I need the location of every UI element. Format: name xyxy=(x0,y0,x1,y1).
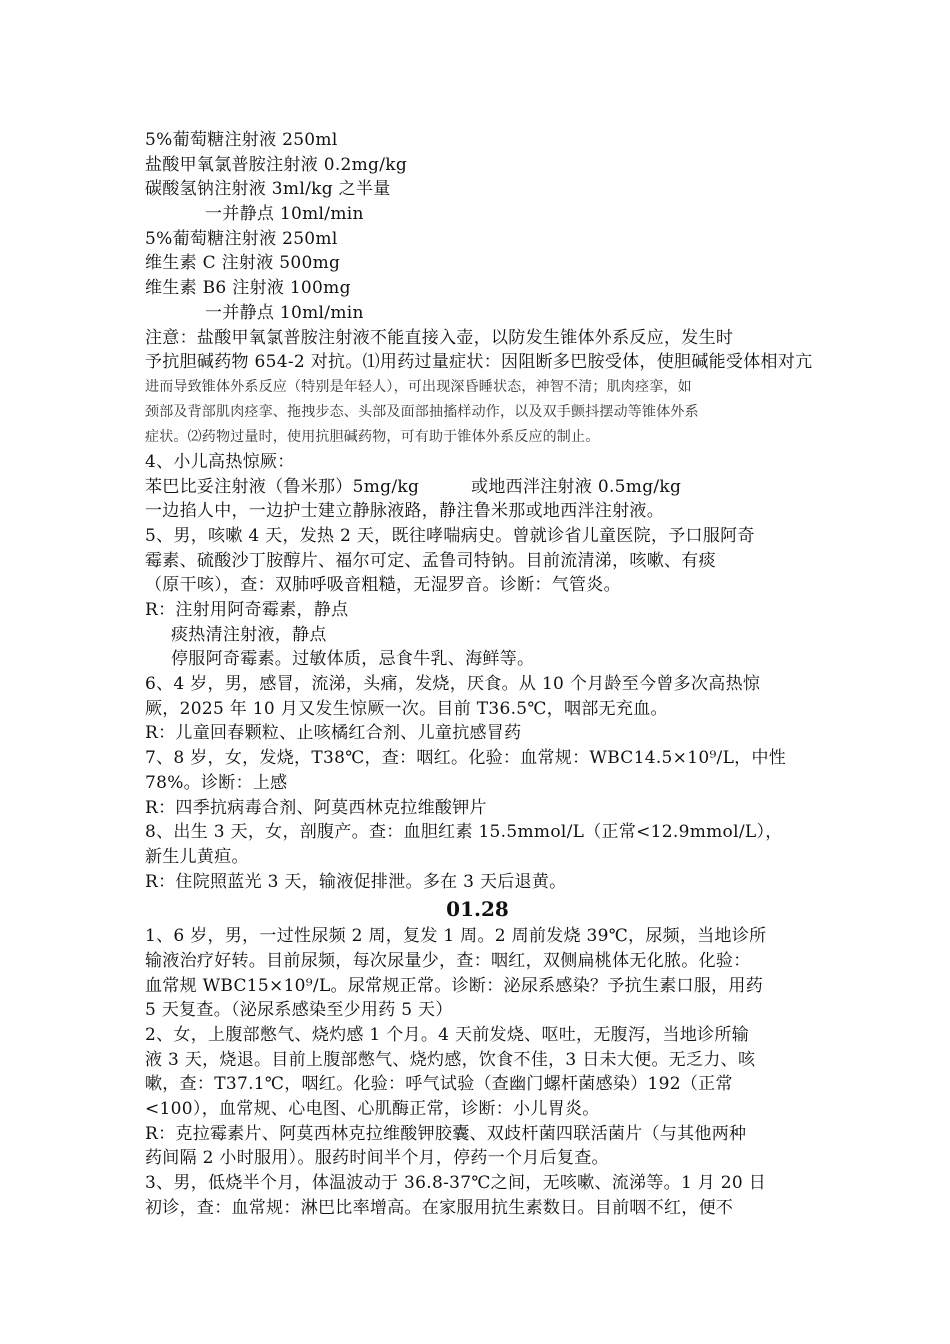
text-line: 痰热清注射液，静点 xyxy=(171,624,327,645)
text-line: 液 3 天，烧退。目前上腹部憋气、烧灼感，饮食不佳，3 日未大便。无乏力、咳 xyxy=(145,1049,756,1070)
text-line: （原干咳），查：双肺呼吸音粗糙，无湿罗音。诊断：气管炎。 xyxy=(145,575,621,596)
section-heading: 01.28 xyxy=(446,897,509,922)
text-line: 3、男，低烧半个月，体温波动于 36.8-37℃之间，无咳嗽、流涕等。1 月 20 日 xyxy=(145,1173,767,1194)
text-line: <100），血常规、心电图、心肌酶正常，诊断：小儿胃炎。 xyxy=(145,1099,600,1120)
text-line: 一并静点 10ml/min xyxy=(205,302,364,323)
text-line: 一边掐人中，一边护士建立静脉液路，静注鲁米那或地西泮注射液。 xyxy=(145,501,664,522)
text-line: 注意：盐酸甲氧氯普胺注射液不能直接入壶，以防发生锥体外系反应，发生时 xyxy=(145,327,734,348)
text-line: R：儿童回春颗粒、止咳橘红合剂、儿童抗感冒药 xyxy=(145,723,522,744)
text-line: 进而导致锥体外系反应（特别是年轻人），可出现深昏睡状态，神智不清；肌肉痉挛，如 xyxy=(145,378,692,395)
text-line: 1、6 岁，男，一过性尿频 2 周，复发 1 周。2 周前发烧 39℃，尿频，当地诊所 xyxy=(145,926,767,947)
text-line: 予抗胆碱药物 654-2 对抗。⑴用药过量症状：因阻断多巴胺受体，使胆碱能受体相对亢 xyxy=(145,352,813,373)
text-line: 78%。诊断：上感 xyxy=(145,772,288,793)
text-line: R：四季抗病毒合剂、阿莫西林克拉维酸钾片 xyxy=(145,797,487,818)
text-line: 5 天复查。（泌尿系感染至少用药 5 天） xyxy=(145,1000,453,1021)
text-line: 6、4 岁，男，感冒，流涕，头痛，发烧，厌食。从 10 个月龄至今曾多次高热惊 xyxy=(145,674,761,695)
text-line: 碳酸氢钠注射液 3ml/kg 之半量 xyxy=(145,179,391,200)
case-notes-bottom xyxy=(145,924,810,1220)
text-line: 2、女，上腹部憋气、烧灼感 1 个月。4 天前发烧、呕吐，无腹泻，当地诊所输 xyxy=(145,1025,750,1045)
case-notes-top xyxy=(145,128,813,894)
text-line: 血常规 WBC15×10⁹/L。尿常规正常。诊断：泌尿系感染？予抗生素口服，用药 xyxy=(145,975,764,996)
text-line: 颈部及背部肌肉痉挛、拖拽步态、头部及面部抽搐样动作，以及双手颤抖摆动等锥体外系 xyxy=(145,403,699,420)
text-line: R：克拉霉素片、阿莫西林克拉维酸钾胶囊、双歧杆菌四联活菌片（与其他两种 xyxy=(145,1123,747,1144)
text-line: 霉素、硫酸沙丁胺醇片、福尔可定、孟鲁司特钠。目前流清涕，咳嗽、有痰 xyxy=(145,550,716,571)
text-line: 药间隔 2 小时服用）。服药时间半个月，停药一个月后复查。 xyxy=(145,1148,609,1169)
text-line: 初诊，查：血常规：淋巴比率增高。在家服用抗生素数日。目前咽不红，便不 xyxy=(145,1197,734,1218)
text-line: R：住院照蓝光 3 天，输液促排泄。多在 3 天后退黄。 xyxy=(145,871,567,892)
text-line: 维生素 C 注射液 500mg xyxy=(145,253,341,274)
text-line: 5%葡萄糖注射液 250ml xyxy=(145,228,338,249)
text-line: 嗽，查：T37.1℃，咽红。化验：呼气试验（查幽门螺杆菌感染）192（正常 xyxy=(145,1074,733,1095)
text-line: 症状。⑵药物过量时，使用抗胆碱药物，可有助于锥体外系反应的制止。 xyxy=(145,428,600,445)
text-line: 4、小儿高热惊厥： xyxy=(145,451,295,472)
text-line: 一并静点 10ml/min xyxy=(205,204,364,225)
text-line: 停服阿奇霉素。过敏体质，忌食牛乳、海鲜等。 xyxy=(171,649,535,670)
text-line: 7、8 岁，女，发烧，T38℃，查：咽红。化验：血常规：WBC14.5×10⁹/L，中性 xyxy=(145,748,787,769)
text-line: 输液治疗好转。目前尿频，每次尿量少，查：咽红，双侧扁桃体无化脓。化验： xyxy=(145,950,751,971)
document-page xyxy=(145,128,813,1221)
text-line: 8、出生 3 天，女，剖腹产。查：血胆红素 15.5mmol/L（正常<12.9mmol/L）， xyxy=(145,822,783,843)
text-line: 5、男，咳嗽 4 天，发热 2 天，既往哮喘病史。曾就诊省儿童医院，予口服阿奇 xyxy=(145,525,755,546)
text-line: 新生儿黄疸。 xyxy=(145,846,249,867)
text-line: 盐酸甲氧氯普胺注射液 0.2mg/kg xyxy=(145,154,408,175)
text-line: 厥，2025 年 10 月又发生惊厥一次。目前 T36.5℃，咽部无充血。 xyxy=(145,698,668,719)
text-line: 5%葡萄糖注射液 250ml xyxy=(145,130,338,150)
text-line: 维生素 B6 注射液 100mg xyxy=(145,278,351,299)
text-line: 苯巴比妥注射液（鲁米那）5mg/kg 或地西泮注射液 0.5mg/kg xyxy=(145,476,682,497)
text-line: R：注射用阿奇霉素，静点 xyxy=(145,600,349,620)
